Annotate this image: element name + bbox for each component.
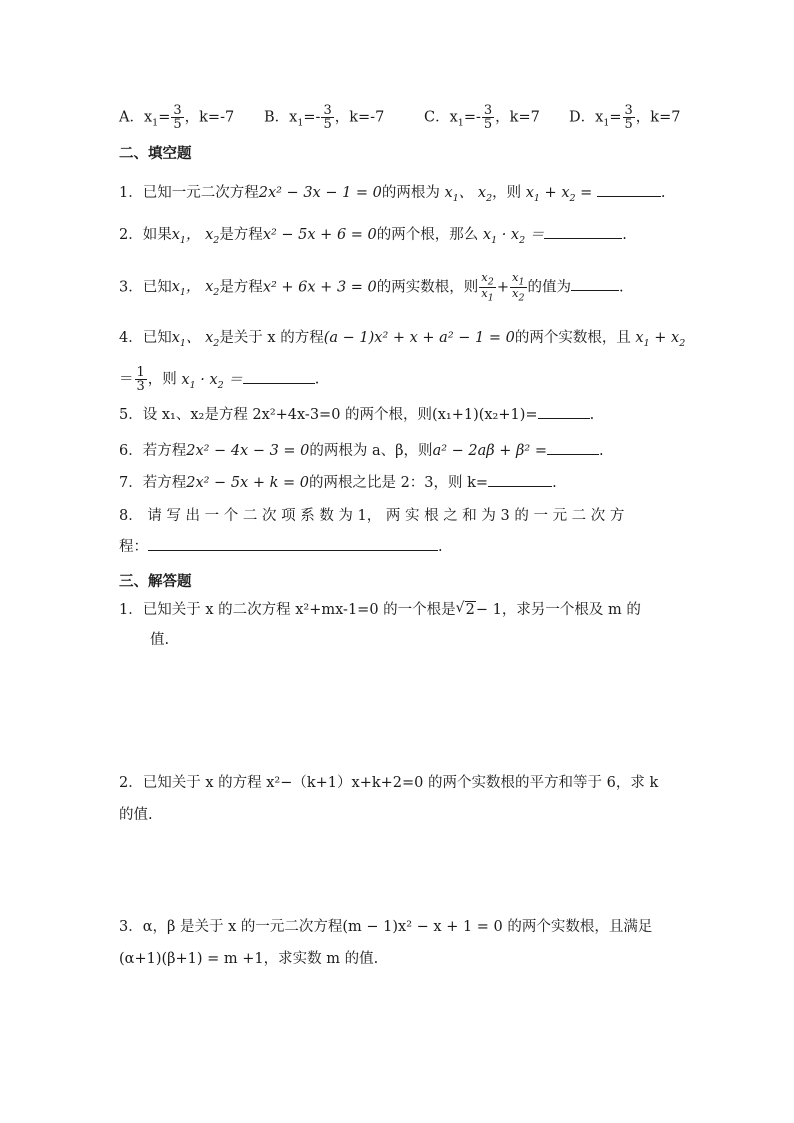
choice-d-num: 3 (624, 103, 633, 118)
fill-question-1: 1．已知一元二次方程2x² − 3x − 1 = 0的两根为 $x_1$、 $x_2$，则 $x_1 + x_2$ = . (119, 182, 666, 209)
q1-equation: 2x² − 3x − 1 = 0 (258, 185, 382, 201)
solve-question-3-line2: (α+1)(β+1) = m +1，求实数 m 的值. (119, 951, 379, 967)
solve-question-2-line2: 的值. (119, 807, 153, 823)
q3-end: 的值为 (527, 279, 572, 296)
choice-c-num: 3 (483, 103, 493, 118)
section-title-solve: 三、解答题 (119, 574, 192, 590)
choice-b: B．$x_1=-$ $\frac{3}{5}$ ，k=-7 (264, 103, 385, 132)
q4-frac-den: 3 (136, 379, 145, 394)
answer-blank[interactable] (538, 404, 590, 419)
q4-equation: (a − 1)x² + x + a² − 1 = 0 (323, 330, 515, 346)
q2-prefix: 2．如果 (119, 227, 172, 243)
q2-tail: 的两个根，那么 (376, 227, 479, 243)
q3-prefix: 3．已知 (119, 279, 172, 296)
answer-blank[interactable] (243, 369, 315, 384)
q8-line1: 8． 请 写 出 一 个 二 次 项 系 数 为 1， 两 实 根 之 和 为 3 的 一 元 二 次 方 (119, 508, 625, 524)
choice-a-label: A．x (119, 109, 153, 126)
choice-a-tail: ，k=-7 (184, 109, 235, 126)
s1-tail: ，求另一个根及 m 的 (501, 602, 641, 618)
q4-frac-num: 1 (136, 365, 145, 380)
choice-c-label: C．x (424, 109, 458, 126)
fill-question-4: 4．已知$x_1$、 $x_2$是关于 x 的方程(a − 1)x² + x + a² − 1 = 0的两个实数根，且 $x_1 + x_2$ (119, 330, 686, 349)
fill-question-8-line2 (119, 536, 443, 557)
answer-blank[interactable] (148, 536, 438, 551)
answer-blank[interactable] (544, 224, 622, 239)
choice-d: D．$x_1=$ $\frac{3}{5}$ ，k=7 (569, 103, 681, 132)
q2-equation: x² − 5x + 6 = 0 (262, 227, 377, 243)
q6-expression: a² − 2aβ + β² = (432, 443, 547, 459)
choice-a-den: 5 (173, 117, 182, 132)
answer-blank[interactable] (547, 440, 599, 455)
solve-question-2: 2．已知关于 x 的方程 x²−（k+1）x+k+2=0 的两个实数根的平方和等于 6，求 k (119, 775, 659, 791)
solve-question-1-line2: 值. (150, 632, 170, 648)
q4-prefix: 4．已知 (119, 330, 172, 346)
fill-question-3: 3．已知$x_1$， $x_2$是方程x² + 6x + 3 = 0的两实数根，则 $\frac{x_2}{x_1}$ + $\frac{x_1}{x_2}$ 的值为 . (119, 270, 624, 304)
q7-equation: 2x² − 5x + k = 0 (186, 475, 309, 491)
q4-end: 的两个实数根，且 (514, 330, 631, 346)
choice-a-num: 3 (173, 103, 182, 118)
fill-question-8 (119, 506, 624, 526)
section-title-fill-in: 二、填空题 (119, 146, 192, 162)
q6-prefix: 6．若方程 (119, 443, 187, 459)
choice-b-den: 5 (323, 117, 332, 132)
q5-text: 5．设 x₁、x₂是方程 2x²+4x-3=0 的两个根，则(x₁+1)(x₂+1)= (119, 407, 538, 423)
q4-mid: 是关于 (219, 330, 263, 346)
q4-line2-mid: ，则 (147, 371, 177, 388)
answer-blank[interactable] (597, 182, 661, 197)
q8-line2-prefix: 程： (119, 539, 148, 555)
choice-c-tail: ，k=7 (495, 109, 540, 126)
q4-var: x (267, 330, 276, 346)
solve-question-1 (119, 600, 641, 620)
sqrt-symbol: √ 2 (455, 600, 475, 618)
choice-a: A．$x_1=$ $\frac{3}{5}$ ，k=-7 (119, 103, 235, 132)
q3-mid: 是方程 (219, 279, 263, 296)
fill-question-5 (119, 404, 594, 425)
q4-tail: 的方程 (280, 330, 324, 346)
q7-mid: 的两根之比是 2：3，则 k= (308, 475, 489, 491)
q1-mid: 的两根为 (381, 185, 440, 201)
q2-mid: 是方程 (219, 227, 263, 243)
q6-end: . (598, 443, 604, 459)
choice-b-label: B．x (264, 109, 298, 126)
q3-tail: 的两实数根，则 (376, 279, 479, 296)
answer-blank[interactable] (571, 276, 619, 291)
choice-b-tail: ，k=-7 (334, 109, 385, 126)
s1-prefix: 1．已知关于 x 的二次方程 x²+mx-1=0 的一个根是 (119, 602, 456, 618)
choice-d-tail: ，k=7 (635, 109, 681, 126)
s1-root-tail: − 1 (475, 602, 502, 618)
q1-tail: ，则 (492, 185, 522, 201)
q3-equation: x² + 6x + 3 = 0 (262, 279, 377, 296)
solve-question-3: 3．α，β 是关于 x 的一元二次方程(m − 1)x² − x + 1 = 0 的两个实数根，且满足 (119, 919, 653, 935)
q6-equation: 2x² − 4x − 3 = 0 (186, 443, 310, 459)
choice-d-den: 5 (624, 117, 633, 132)
answer-blank[interactable] (488, 472, 552, 487)
q7-prefix: 7．若方程 (119, 475, 187, 491)
fill-question-6 (119, 440, 604, 461)
fill-question-4-line2: ＝ $\frac{1}{3}$ ，则 $x_1 \cdot x_2$ ＝ . (119, 365, 320, 394)
q4-line2-prefix: ＝ (119, 371, 134, 388)
choice-d-label: D．x (569, 109, 604, 126)
q1-prefix: 1．已知一元二次方程 (119, 185, 259, 201)
fill-question-2: 2．如果$x_1$， $x_2$是方程x² − 5x + 6 = 0的两个根，那么 $x_1 \cdot x_2$ ＝ . (119, 224, 627, 251)
choice-c-den: 5 (483, 117, 493, 132)
s1-root: 2 (465, 602, 475, 618)
q6-mid: 的两根为 a、β，则 (309, 443, 433, 459)
q8-end: . (438, 539, 443, 555)
q7-end: . (552, 475, 557, 491)
choice-c: C．$x_1=-$ $\frac{3}{5}$ ，k=7 (424, 103, 540, 132)
fill-question-7 (119, 472, 557, 493)
choice-b-num: 3 (323, 103, 332, 118)
q5-end: . (589, 407, 595, 423)
